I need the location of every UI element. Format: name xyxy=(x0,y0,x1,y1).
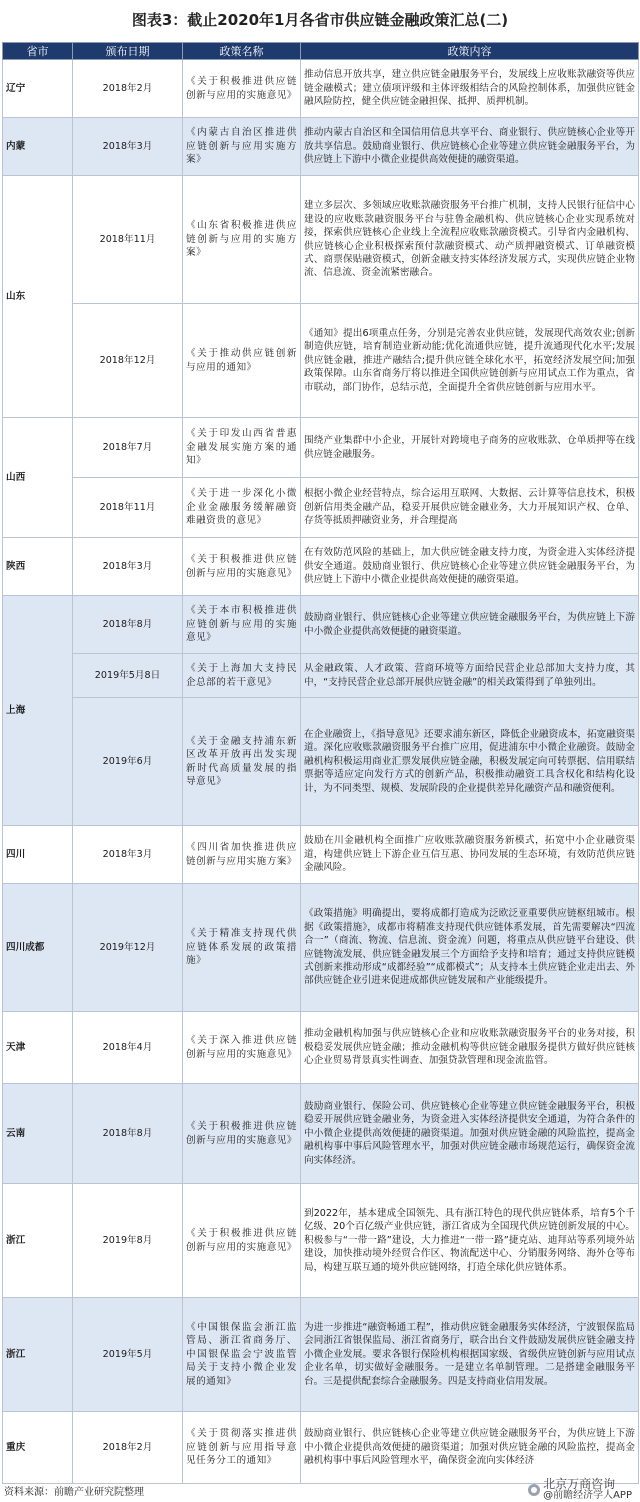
table-row xyxy=(3,654,639,698)
cell-policy-content: 鼓励商业银行、保险公司、供应链核心企业等建立供应链金融服务平台，积极稳妥开展供应链金融业务，为资金进入实体经济提供安全通道，为符合条件的中小微企业提供高效便捷的融资渠道。加强对供应链金融的风险监控，提高金融机构事中事后风险管理水平，加强对供应链金融市场规范运行，确保资金流向实体经济。 xyxy=(301,1084,639,1184)
cell-province: 山东 xyxy=(3,176,73,418)
cell-policy-content: 建立多层次、多领域应收账款融资服务平台推广机制，支持人民银行征信中心建设的应收账款融资服务平台与驻鲁金融机构、供应链核心企业实现系统对接，探索供应链核心企业线上全流程应收账款融资模式。引导省内金融机构、供应链核心企业积极探索预付款融资模式、动产质押融资模式、订单融资模式、商票保贴融资模式，创新金融支持实体经济发展方式，实现供应链企业物流、信息流、资金流紧密融合。 xyxy=(301,176,639,304)
header-province: 省市 xyxy=(3,43,73,60)
cell-province: 内蒙 xyxy=(3,118,73,176)
cell-policy-content: 《通知》提出6项重点任务，分别是完善农业供应链，发展现代高效农业;创新制造供应链，培育制造业新动能;优化流通供应链，提升流通现代化水平;发展供应链金融，推进产融结合;提升供应链全球化水平，拓宽经济发展空间;加强政策保障。山东省商务厅将以推进全国供应链创新与应用试点工作为重点，省市联动，部门协作，总结示范，全面提升全省供应链创新与应用水平。 xyxy=(301,304,639,418)
cell-province: 重庆 xyxy=(3,1412,73,1484)
cell-policy-content: 根据小微企业经营特点，综合运用互联网、大数据、云计算等信息技术，积极创新信用类金融产品，稳妥开展供应链金融业务，大力开展知识产权、仓单、存货等抵质押融资业务，并合理提高 xyxy=(301,478,639,538)
cell-policy-content: 从金融政策、人才政策、营商环境等方面给民营企业总部加大支持力度，其中，“支持民营企业总部开展供应链金融”的相关政策得到了单独列出。 xyxy=(301,654,639,698)
cell-province: 天津 xyxy=(3,1012,73,1084)
table-row xyxy=(3,538,639,596)
table-row xyxy=(3,1084,639,1184)
cell-policy-content: 鼓励商业银行、供应链核心企业等建立供应链金融服务平台，为供应链上下游中小微企业提供高效便捷的融资渠道。 xyxy=(301,596,639,654)
cell-province: 浙江 xyxy=(3,1184,73,1298)
policy-table xyxy=(2,42,639,1484)
cell-policy-name: 《关于金融支持浦东新区改革开放再出发实现新时代高质量发展的指导意见》 xyxy=(183,698,301,826)
cell-province: 云南 xyxy=(3,1084,73,1184)
cell-policy-name: 《关于深入推进供应链创新与应用的实施意见》 xyxy=(183,1012,301,1084)
cell-province: 山西 xyxy=(3,418,73,538)
cell-province: 四川 xyxy=(3,826,73,884)
header-policy-name: 政策名称 xyxy=(183,43,301,60)
cell-policy-content: 推动金融机构加强与供应链核心企业和应收账款融资服务平台的业务对接，积极稳妥发展供应链金融；推动金融机构等供应链金融服务提供方做好供应链核心企业贸易背景真实性调查、加强贷款管理和现金流监管。 xyxy=(301,1012,639,1084)
source-note: 资料来源：前瞻产业研究院整理 xyxy=(4,1487,144,1498)
cell-date: 2018年11月 xyxy=(73,478,183,538)
page-title: 图表3：截止2020年1月各省市供应链金融政策汇总(二) xyxy=(131,11,509,29)
cell-policy-name: 《关于积极推进供应链创新与应用的实施意见》 xyxy=(183,1184,301,1298)
cell-date: 2018年7月 xyxy=(73,418,183,478)
cell-policy-content: 围绕产业集群中小企业，开展针对跨境电子商务的应收账款、仓单质押等在线供应链金融服务。 xyxy=(301,418,639,478)
cell-policy-name: 《关于积极推进供应链创新与应用的实施意见》 xyxy=(183,1084,301,1184)
table-row xyxy=(3,884,639,1012)
cell-date: 2018年2月 xyxy=(73,1412,183,1484)
header-policy-content: 政策内容 xyxy=(301,43,639,60)
cell-date: 2018年12月 xyxy=(73,304,183,418)
cell-policy-content: 到2022年，基本建成全国领先、具有浙江特色的现代供应链体系，培育5个千亿级、20个百亿级产业供应链，浙江省成为全国现代供应链创新发展的中心。积极参与“一带一路”建设，大力推进“一带一路”捷克站、迪拜站等系列境外站建设，加快推动境外经贸合作区、物流配送中心、分销服务网络、海外仓等布局，构建互联互通的境外供应链网络，打造全球化供应链体系。 xyxy=(301,1184,639,1298)
cell-policy-content: 在有效防范风险的基础上，加大供应链金融支持力度，为资金进入实体经济提供安全通道。鼓励商业银行、供应链核心企业等建立供应链金融服务平台，为供应链上下游中小微企业提供高效便捷的融资渠道。 xyxy=(301,538,639,596)
table-row xyxy=(3,304,639,418)
cell-policy-name: 《关于精准支持现代供应链体系发展的政策措施》 xyxy=(183,884,301,1012)
watermark-line1: 北京万商咨询 xyxy=(543,1477,616,1491)
cell-date: 2018年2月 xyxy=(73,60,183,118)
cell-policy-content: 鼓励在川金融机构全面推广应收账款融资服务新模式，拓宽中小企业融资渠道，构建供应链上下游企业互信互惠、协同发展的生态环境，有效防范供应链金融风险。 xyxy=(301,826,639,884)
cell-policy-content: 推动信息开放共享，建立供应链金融服务平台，发展线上应收账款融资等供应链金融模式；建立债项评级和主体评级相结合的风险控制体系，加强供应链金融风险防控，健全供应链金融担保、抵押、质押机制。 xyxy=(301,60,639,118)
table-header-row xyxy=(3,43,639,60)
cell-policy-name: 《山东省积极推进供应链创新与应用的实施方案》 xyxy=(183,176,301,304)
cell-date: 2018年3月 xyxy=(73,118,183,176)
cell-province: 浙江 xyxy=(3,1298,73,1412)
wechat-icon xyxy=(528,1484,540,1496)
table-row xyxy=(3,1184,639,1298)
cell-policy-name: 《关于贯彻落实推进供应链创新与应用指导意见任务分工的通知》 xyxy=(183,1412,301,1484)
cell-policy-content: 鼓励商业银行、供应链核心企业等建立供应链金融服务平台，为供应链上下游中小微企业提供高效便捷的融资渠道；加强对供应链金融的风险监控，提高金融机构事中事后风险管理水平，确保资金流向实体经济 xyxy=(301,1412,639,1484)
cell-date: 2018年8月 xyxy=(73,596,183,654)
table-row xyxy=(3,478,639,538)
cell-province: 四川成都 xyxy=(3,884,73,1012)
table-row xyxy=(3,176,639,304)
cell-policy-content: 推动内蒙古自治区和全国信用信息共享平台、商业银行、供应链核心企业等开放共享信息。鼓励商业银行、供应链核心企业等建立供应链金融服务平台，为供应链上下游中小微企业提供高效便捷的融资渠道。 xyxy=(301,118,639,176)
cell-policy-name: 《关于上海加大支持民企总部的若干意见》 xyxy=(183,654,301,698)
cell-date: 2018年3月 xyxy=(73,538,183,596)
cell-province: 上海 xyxy=(3,596,73,826)
cell-date: 2018年8月 xyxy=(73,1084,183,1184)
cell-policy-name: 《关于本市积极推进供应链创新与应用的实施意见》 xyxy=(183,596,301,654)
cell-date: 2019年5月 xyxy=(73,1298,183,1412)
cell-province: 陕西 xyxy=(3,538,73,596)
cell-policy-name: 《中国银保监会浙江监管局、浙江省商务厅、中国银保监会宁波监管局关于支持小微企业发展的通知》 xyxy=(183,1298,301,1412)
table-row xyxy=(3,1298,639,1412)
cell-policy-content: 为进一步推进“融资畅通工程”，推动供应链金融服务实体经济，宁波银保监局会同浙江省银保监局、浙江省商务厅，联合出台文件鼓励发展供应链金融支持小微企业发展。要求各银行保险机构根据国家级、省级供应链创新与应用试点企业名单，切实做好金融服务。一是建立名单制管理。二是搭建金融服务平台。三是提供配套综合金融服务。四是支持商业信用发展。 xyxy=(301,1298,639,1412)
cell-policy-name: 《关于积极推进供应链创新与应用的实施意见》 xyxy=(183,60,301,118)
table-body xyxy=(3,60,639,1484)
header-date: 颁布日期 xyxy=(73,43,183,60)
cell-policy-content: 在企业融资上，《指导意见》还要求浦东新区，降低企业融资成本，拓宽融资渠道。深化应收账款融资服务平台推广应用，促进浦东中小微企业融资。鼓励金融机构积极运用商业汇票发展供应链金融，积极发展定向可转票据、信用联结票据等适应定向发行方式的创新产品，积极推动融资工具含权化和结构化设计，为不同类型、规模、发展阶段的企业提供差异化融资产品和融资便利。 xyxy=(301,698,639,826)
cell-province: 辽宁 xyxy=(3,60,73,118)
table-row xyxy=(3,1412,639,1484)
watermark-line2: @前瞻经济学人APP xyxy=(543,1490,632,1501)
cell-date: 2018年3月 xyxy=(73,826,183,884)
table-row xyxy=(3,118,639,176)
cell-policy-name: 《关于积极推进供应链创新与应用的实施意见》 xyxy=(183,538,301,596)
table-row xyxy=(3,1012,639,1084)
watermark xyxy=(528,1479,632,1501)
cell-date: 2018年4月 xyxy=(73,1012,183,1084)
cell-date: 2019年5月8日 xyxy=(73,654,183,698)
cell-policy-name: 《四川省加快推进供应链创新与应用实施方案》 xyxy=(183,826,301,884)
cell-date: 2018年11月 xyxy=(73,176,183,304)
table-row xyxy=(3,826,639,884)
cell-date: 2019年8月 xyxy=(73,1184,183,1298)
table-row xyxy=(3,60,639,118)
table-row xyxy=(3,596,639,654)
cell-policy-name: 《关于进一步深化小微企业金融服务缓解融资难融资贵的意见》 xyxy=(183,478,301,538)
cell-policy-name: 《关于印发山西省普惠金融发展实施方案的通知》 xyxy=(183,418,301,478)
table-row xyxy=(3,698,639,826)
cell-policy-name: 《内蒙古自治区推进供应链创新与应用实施方案》 xyxy=(183,118,301,176)
cell-date: 2019年6月 xyxy=(73,698,183,826)
cell-policy-name: 《关于推动供应链创新与应用的通知》 xyxy=(183,304,301,418)
cell-policy-content: 《政策措施》明确提出，要将成都打造成为泛欧泛亚重要供应链枢纽城市。根据《政策措施》，成都市将精准支持现代供应链体系发展，首先需要解决“四流合一”（商流、物流、信息流、资金流）问题，将重点从供应链平台建设、供应链物流发展、供应链金融发展三个方面给予支持和培育；通过支持供应链模式创新来推动形成“成都经验”“成都模式”；从支持本土供应链企业走出去、外部供应链企业引进来促进成都供应链发展和产业能级提升。 xyxy=(301,884,639,1012)
cell-date: 2019年12月 xyxy=(73,884,183,1012)
table-row xyxy=(3,418,639,478)
